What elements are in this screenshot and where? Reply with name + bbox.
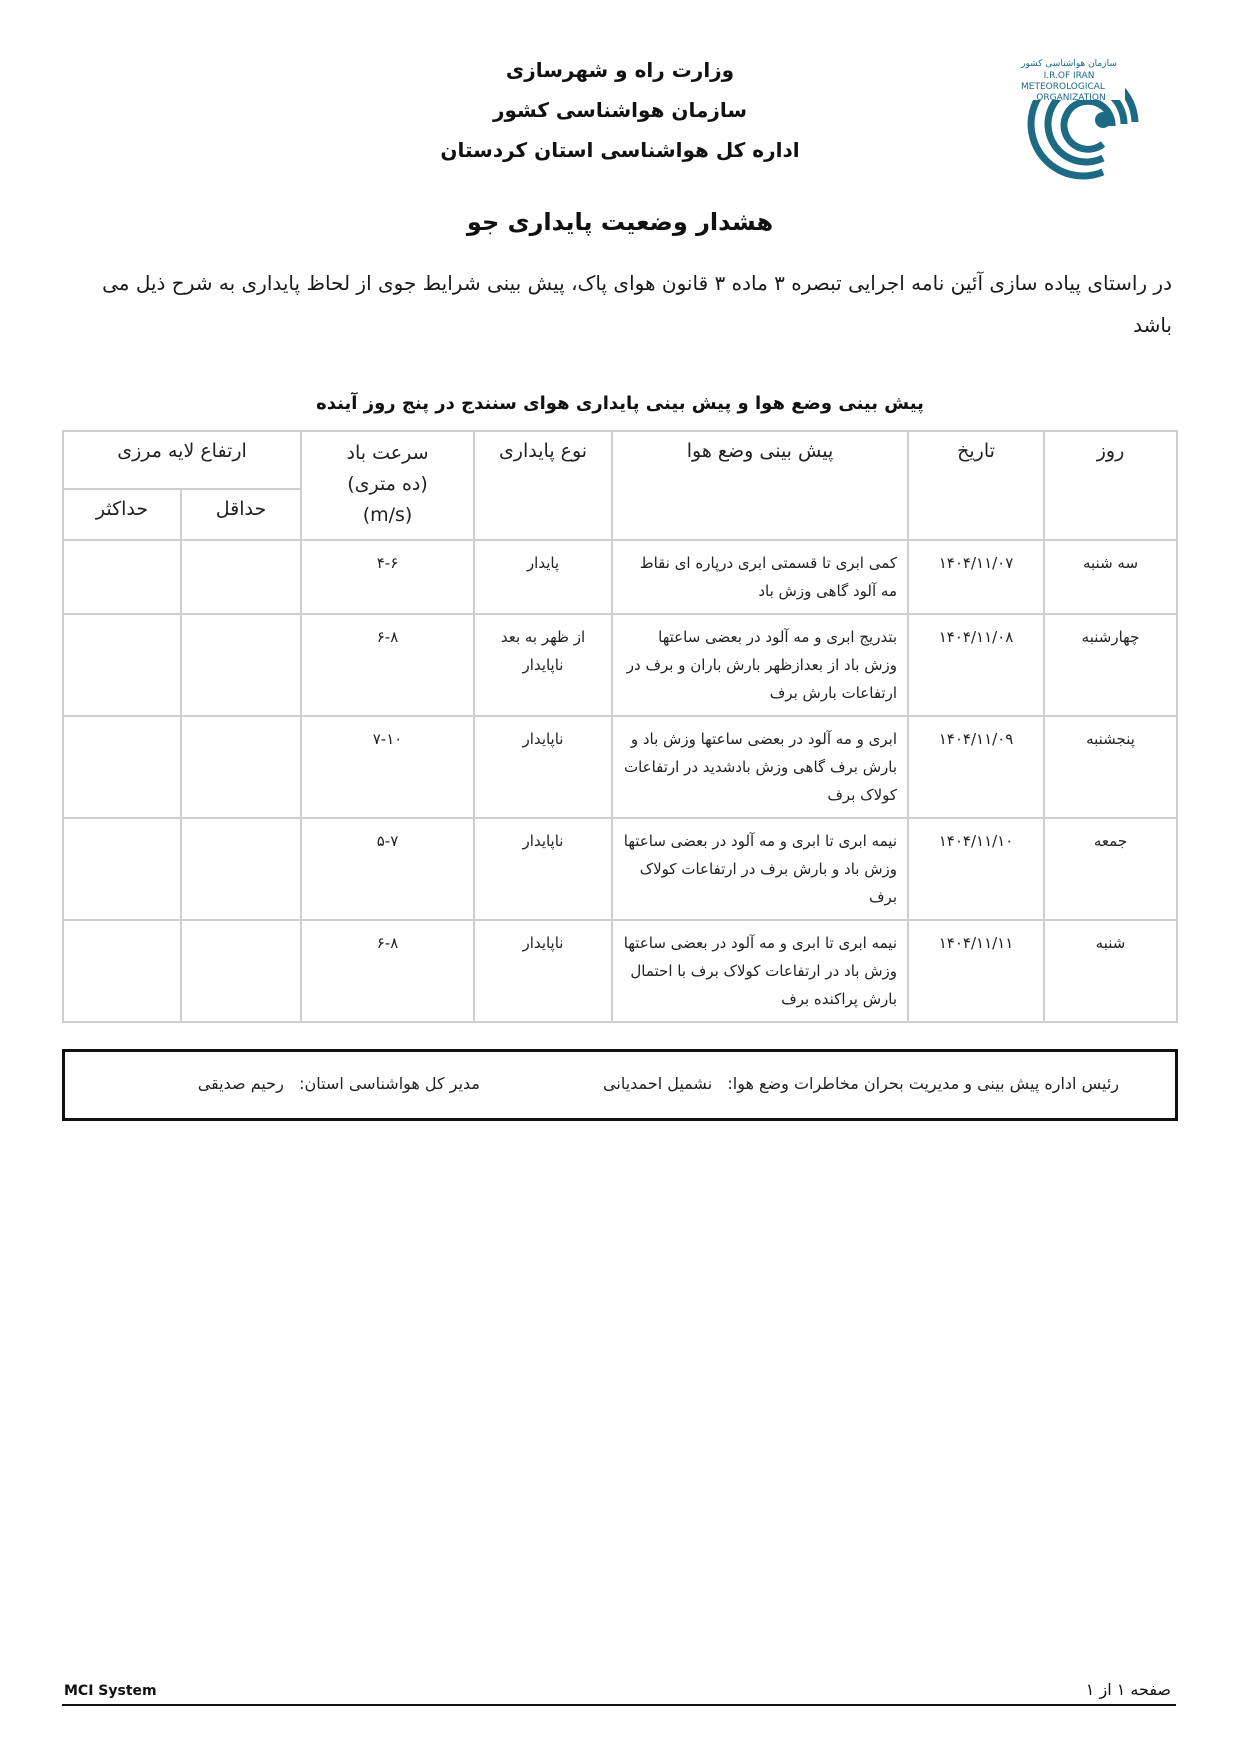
cell-stability: ناپایدار: [474, 818, 612, 920]
header-stability: نوع پایداری: [474, 431, 612, 540]
footer-page-number: صفحه ۱ از ۱: [1085, 1680, 1171, 1699]
footer-divider: [62, 1704, 1176, 1706]
table-row: [63, 716, 1177, 818]
cell-wind: ۷-۱۰: [301, 716, 474, 818]
table-row: [63, 818, 1177, 920]
cell-wind: ۴-۶: [301, 540, 474, 614]
cell-wind: ۵-۷: [301, 818, 474, 920]
signature-box: [62, 1049, 1178, 1121]
header-ministry: وزارت راه و شهرسازی: [505, 58, 735, 82]
svg-text:I.R.OF IRAN: I.R.OF IRAN: [1043, 71, 1095, 81]
svg-text:سازمان هواشناسی کشور: سازمان هواشناسی کشور: [1021, 59, 1117, 69]
forecast-head-label: رئیس اداره پیش بینی و مدیریت بحران مخاطرات وضع هوا:: [727, 1074, 1119, 1093]
header-max: حداکثر: [63, 489, 181, 540]
header-wind-unit: (m/s): [362, 504, 413, 526]
cell-weather: نیمه ابری تا ابری و مه آلود در بعضی ساعتها وزش باد و بارش برف در ارتفاعات کولاک برف: [612, 818, 908, 920]
cell-min: [181, 920, 301, 1022]
cell-date: ۱۴۰۴/۱۱/۰۷: [908, 540, 1044, 614]
cell-day: سه شنبه: [1044, 540, 1177, 614]
cell-min: [181, 716, 301, 818]
cell-weather: ابری و مه آلود در بعضی ساعتها وزش باد و بارش برف گاهی وزش بادشدید در ارتفاعات کولاک برف: [612, 716, 908, 818]
cell-max: [63, 716, 181, 818]
cell-weather: نیمه ابری تا ابری و مه آلود در بعضی ساعتها وزش باد در ارتفاعات کولاک برف با احتمال بارش پراکنده برف: [612, 920, 908, 1022]
svg-text:ORGANIZATION: ORGANIZATION: [1036, 93, 1106, 103]
table-row: [63, 920, 1177, 1022]
cell-min: [181, 614, 301, 716]
cell-max: [63, 614, 181, 716]
header-boundary-layer: ارتفاع لایه مرزی: [63, 431, 301, 489]
forecast-head-signature: [603, 1074, 1119, 1093]
header-department: اداره کل هواشناسی استان کردستان: [440, 138, 800, 162]
cell-min: [181, 818, 301, 920]
cell-day: پنجشنبه: [1044, 716, 1177, 818]
cell-date: ۱۴۰۴/۱۱/۰۸: [908, 614, 1044, 716]
intro-paragraph: در راستای پیاده سازی آئین نامه اجرایی تبصره ۳ ماده ۳ قانون هوای پاک، پیش بینی شرایط جوی از لحاظ پایداری به شرح ذیل می باشد: [102, 271, 1172, 337]
cell-wind: ۶-۸: [301, 920, 474, 1022]
cell-date: ۱۴۰۴/۱۱/۱۱: [908, 920, 1044, 1022]
header-organization: سازمان هواشناسی کشور: [492, 98, 748, 122]
header-wind-line1: سرعت باد: [346, 442, 429, 464]
forecast-head-name: نشمیل احمدیانی: [603, 1074, 713, 1093]
header-date: تاریخ: [908, 431, 1044, 540]
cell-max: [63, 818, 181, 920]
header-day: روز: [1044, 431, 1177, 540]
director-label: مدیر کل هواشناسی استان:: [299, 1074, 480, 1093]
footer-system-name: MCI System: [64, 1683, 157, 1699]
svg-text:METEOROLOGICAL: METEOROLOGICAL: [1021, 82, 1105, 92]
meteorological-organization-logo: [985, 52, 1155, 180]
header-weather: پیش بینی وضع هوا: [612, 431, 908, 540]
cell-day: جمعه: [1044, 818, 1177, 920]
cell-max: [63, 920, 181, 1022]
cell-stability: پایدار: [474, 540, 612, 614]
document-title: هشدار وضعیت پایداری جو: [466, 208, 774, 236]
header-min: حداقل: [181, 489, 301, 540]
cell-date: ۱۴۰۴/۱۱/۱۰: [908, 818, 1044, 920]
cell-weather: بتدریج ابری و مه آلود در بعضی ساعتها وزش باد از بعدازظهر بارش باران و برف در ارتفاعات بارش برف: [612, 614, 908, 716]
cell-day: چهارشنبه: [1044, 614, 1177, 716]
cell-day: شنبه: [1044, 920, 1177, 1022]
forecast-table: [62, 430, 1178, 1023]
header-wind-line2: (ده متری): [347, 473, 428, 495]
cell-stability: ناپایدار: [474, 920, 612, 1022]
table-row: [63, 614, 1177, 716]
table-row: [63, 540, 1177, 614]
cell-weather: کمی ابری تا قسمتی ابری درپاره ای نقاط مه آلود گاهی وزش باد: [612, 540, 908, 614]
cell-wind: ۶-۸: [301, 614, 474, 716]
cell-date: ۱۴۰۴/۱۱/۰۹: [908, 716, 1044, 818]
header-wind-speed: [301, 431, 474, 540]
director-name: رحیم صدیقی: [197, 1074, 284, 1093]
cell-stability: ناپایدار: [474, 716, 612, 818]
director-signature: [198, 1074, 480, 1093]
table-caption: پیش بینی وضع هوا و پیش بینی پایداری هوای سنندج در پنج روز آینده: [316, 393, 924, 414]
cell-min: [181, 540, 301, 614]
cell-max: [63, 540, 181, 614]
cell-stability: از ظهر به بعد ناپایدار: [474, 614, 612, 716]
